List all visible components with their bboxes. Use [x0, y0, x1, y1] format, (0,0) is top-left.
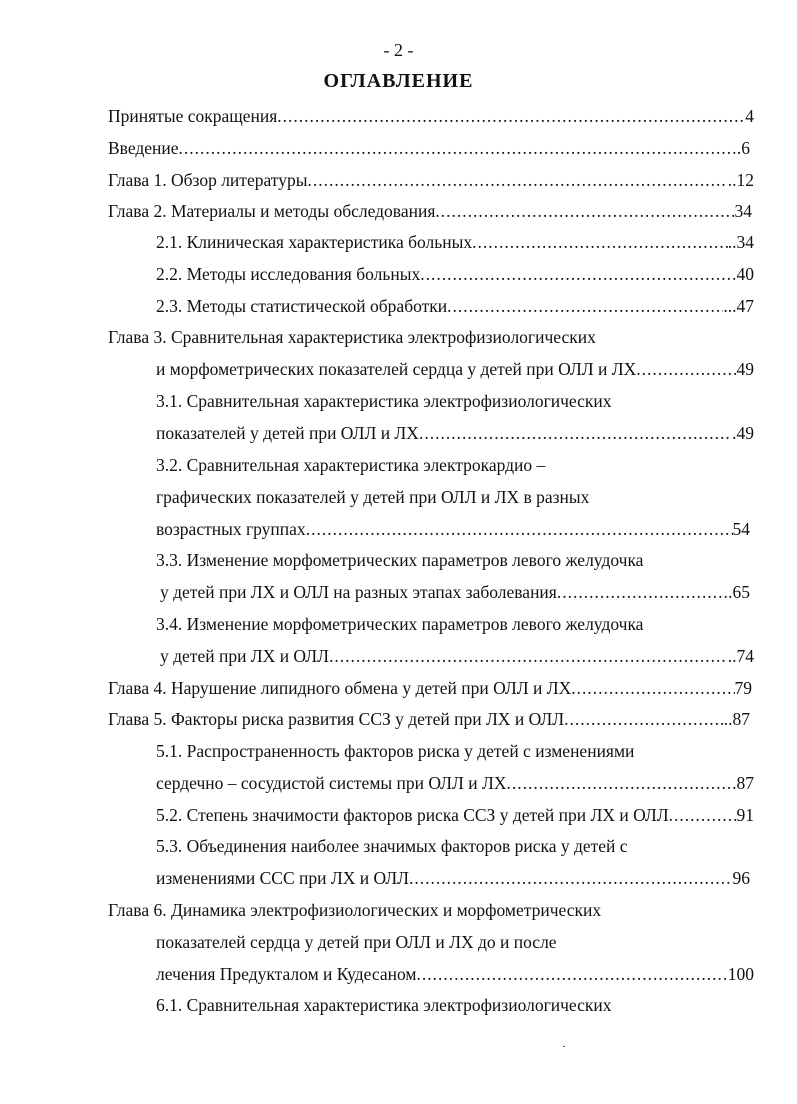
toc-entry [156, 230, 754, 254]
toc-leader [435, 199, 734, 223]
toc-entry-text: Глава 2. Материалы и методы обследования [108, 201, 436, 221]
toc-entry-page: ..12 [727, 170, 754, 190]
toc-entry-text: у детей при ЛХ и ОЛЛ на разных этапах заболевания [160, 582, 557, 602]
toc-entry-text: 3.1. Сравнительная характеристика электрофизиологических [156, 391, 612, 411]
toc-entry-text: и морфометрических показателей сердца у детей при ОЛЛ и ЛХ [156, 359, 637, 379]
toc-entry [108, 199, 752, 223]
toc-entry [108, 136, 750, 160]
toc-entry-page: 100 [727, 964, 754, 984]
toc-entry [108, 104, 754, 128]
toc-entry-text: Глава 3. Сравнительная характеристика электрофизиологических [108, 327, 596, 347]
toc-leader [507, 771, 733, 795]
toc-entry-page: .49 [732, 423, 754, 443]
toc-entry-text: 2.2. Методы исследования больных [156, 264, 421, 284]
toc-entry [108, 676, 752, 700]
toc-leader [307, 168, 727, 192]
page-number: - 2 - [383, 40, 414, 60]
toc-leader [419, 421, 732, 445]
toc-leader [409, 866, 733, 890]
toc-entry-text: сердечно – сосудистой системы при ОЛЛ и ЛХ [156, 773, 507, 793]
scan-speck [563, 1046, 565, 1047]
toc-entry-page: 54 [732, 519, 750, 539]
toc-leader [557, 580, 728, 604]
toc-entry-text: Принятые сокращения [108, 106, 278, 126]
toc-entry-text: 6.1. Сравнительная характеристика электрофизиологических [156, 995, 612, 1015]
toc-entry-text: 3.4. Изменение морфометрических параметров левого желудочка [156, 614, 644, 634]
toc-entry-text: 2.1. Клиническая характеристика больных [156, 232, 473, 252]
toc-entry-text: 2.3. Методы статистической обработки [156, 296, 448, 316]
toc-leader [571, 676, 734, 700]
toc-entry-page: ..34 [727, 232, 754, 252]
toc-leader [306, 517, 733, 541]
toc-title: ОГЛАВЛЕНИЕ [323, 70, 474, 92]
toc-entry [160, 580, 750, 604]
toc-entry-text: Глава 1. Обзор литературы [108, 170, 308, 190]
toc-leader [420, 262, 736, 286]
toc-entry [108, 707, 750, 731]
toc-entry-text: 5.1. Распространенность факторов риска у детей с изменениями [156, 741, 635, 761]
toc-entry-page: ...47 [723, 296, 754, 316]
toc-leader [277, 104, 745, 128]
toc-leader [472, 230, 728, 254]
toc-entry [156, 803, 754, 827]
toc-entry [156, 962, 754, 986]
toc-entry-page: 34 [734, 201, 752, 221]
toc-entry-text: показателей у детей при ОЛЛ и ЛХ [156, 423, 419, 443]
toc-entry-text: у детей при ЛХ и ОЛЛ [160, 646, 329, 666]
toc-leader [636, 357, 736, 381]
toc-entry [160, 644, 754, 668]
toc-entry-text: лечения Предукталом и Кудесаном [156, 964, 417, 984]
toc-entry [108, 168, 754, 192]
toc-entry [156, 421, 754, 445]
toc-entry-text: Глава 4. Нарушение липидного обмена у детей при ОЛЛ и ЛХ [108, 678, 572, 698]
toc-entry [156, 771, 754, 795]
toc-entry-page: 79 [734, 678, 752, 698]
toc-leader [447, 294, 723, 318]
toc-entry-text: 3.3. Изменение морфометрических параметров левого желудочка [156, 550, 644, 570]
toc-entry-page: .6 [736, 138, 750, 158]
toc-leader [416, 962, 727, 986]
toc-entry-text: графических показателей у детей при ОЛЛ и ЛХ в разных [156, 487, 590, 507]
toc-leader [329, 644, 728, 668]
toc-entry-text: Введение [108, 138, 179, 158]
toc-entry-text: изменениями ССС при ЛХ и ОЛЛ [156, 868, 409, 888]
toc-entry [156, 866, 750, 890]
toc-entry-page: 96 [732, 868, 750, 888]
toc-entry-text: 5.3. Объединения наиболее значимых факторов риска у детей с [156, 836, 628, 856]
toc-entry-page: ..87 [723, 709, 750, 729]
toc-entry-page: 40 [736, 264, 754, 284]
toc-leader [179, 136, 737, 160]
toc-entry-text: показателей сердца у детей при ОЛЛ и ЛХ до и после [156, 932, 557, 952]
toc-entry [156, 517, 750, 541]
toc-leader [564, 707, 724, 731]
toc-entry-text: 5.2. Степень значимости факторов риска ССЗ у детей при ЛХ и ОЛЛ [156, 805, 669, 825]
toc-entry-text: Глава 5. Факторы риска развития ССЗ у детей при ЛХ и ОЛЛ [108, 709, 565, 729]
toc-entry-page: 49 [736, 359, 754, 379]
toc-entry-page: 91 [736, 805, 754, 825]
toc-entry-text: Глава 6. Динамика электрофизиологических и морфометрических [108, 900, 602, 920]
toc-entry [156, 262, 754, 286]
toc-entry [156, 357, 754, 381]
toc-entry-page: ..74 [727, 646, 754, 666]
toc-leader [669, 803, 737, 827]
toc-entry-page: .87 [732, 773, 754, 793]
toc-entry-page: 4 [745, 106, 754, 126]
toc-entry-page: .65 [728, 582, 750, 602]
toc-entry-text: 3.2. Сравнительная характеристика электрокардио – [156, 455, 546, 475]
toc-entry [156, 294, 754, 318]
toc-entry-text: возрастных группах [156, 519, 306, 539]
